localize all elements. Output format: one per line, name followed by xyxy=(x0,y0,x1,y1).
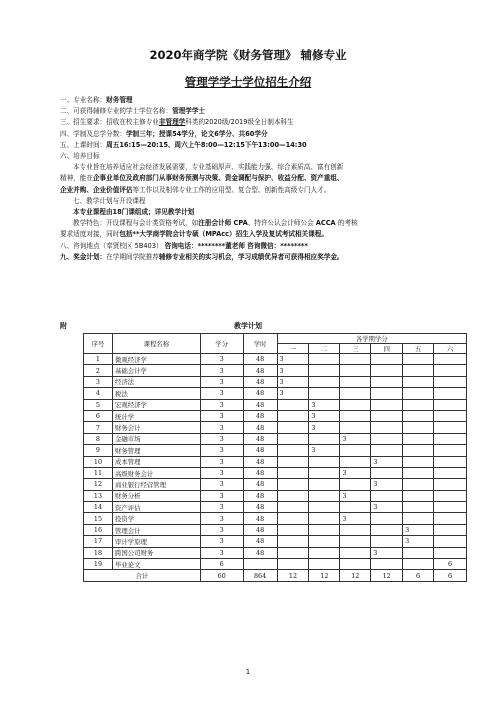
cell-semester-5 xyxy=(403,388,434,399)
cell-course-name: 毕业论文 xyxy=(112,559,200,570)
page-number: 1 xyxy=(245,668,251,676)
cell-semester-5 xyxy=(403,559,434,570)
cell-hours: 48 xyxy=(243,502,277,513)
cell-semester-3 xyxy=(340,399,371,410)
cell-semester-2 xyxy=(309,490,340,501)
cell-semester-4 xyxy=(371,467,403,478)
cell-semester-6 xyxy=(434,524,467,535)
cell-no: 1 xyxy=(84,354,113,365)
item-enrollment-requirement: 三、招生要求：招收在校主修专业非管理学科类的2020级/2019级全日制本科生 xyxy=(60,118,294,127)
cell-semester-3 xyxy=(340,445,371,456)
cell-hours: 48 xyxy=(243,479,277,490)
cell-semester-3 xyxy=(340,410,371,421)
cell-semester-6 xyxy=(434,479,467,490)
cell-semester-2 xyxy=(309,456,340,467)
table-row xyxy=(84,467,467,478)
cell-no: 7 xyxy=(84,422,113,433)
cell-semester-4 xyxy=(371,433,403,444)
cell-course-name: 金融市场 xyxy=(112,433,200,444)
cell-hours: 48 xyxy=(243,456,277,467)
cell-semester-3 xyxy=(340,502,371,513)
cell-semester-3 xyxy=(340,559,371,570)
cell-semester-6 xyxy=(434,490,467,501)
cell-semester-6 xyxy=(434,536,467,547)
item-scholarship: 九、奖金计划：在学期间学院推荐辅修专业相关的实习机会，学习成绩优异者可获得相应奖学金。 xyxy=(60,252,344,261)
training-goal-text-3: 企业并购、企业价值评估等工作以及相邻专业工作的应用型、复合型、创新性高级专门人才。 xyxy=(60,185,331,194)
item-consultation: 八、咨询地点（奉贤校区 5B403） 咨询电话：********董老师 咨询微信：******** xyxy=(60,241,308,250)
table-row xyxy=(84,559,467,570)
cell-semester-1 xyxy=(277,456,309,467)
cell-semester-2 xyxy=(309,524,340,535)
cell-course-name: 微观经济学 xyxy=(112,354,200,365)
cell-semester-4 xyxy=(371,490,403,501)
cell-semester-6 xyxy=(434,445,467,456)
table-row xyxy=(84,490,467,501)
table-row xyxy=(84,502,467,513)
cell-semester-2: 3 xyxy=(309,422,340,433)
cell-total-semester-6: 6 xyxy=(434,570,467,581)
cell-no: 16 xyxy=(84,524,113,535)
cell-hours: 48 xyxy=(243,490,277,501)
cell-course-name: 资产评估 xyxy=(112,502,200,513)
cell-semester-5 xyxy=(403,376,434,387)
cell-semester-6 xyxy=(434,388,467,399)
cell-no: 9 xyxy=(84,445,113,456)
cell-semester-6 xyxy=(434,422,467,433)
cell-semester-4 xyxy=(371,388,403,399)
cell-semester-5 xyxy=(403,502,434,513)
cell-semester-1 xyxy=(277,410,309,421)
cell-credit: 3 xyxy=(200,524,243,535)
item-degree-name: 二、可获得辅修专业的学士学位名称：管理学学士 xyxy=(60,107,206,116)
header-hours: 学时 xyxy=(243,334,277,354)
header-no: 序号 xyxy=(84,334,113,354)
cell-semester-3 xyxy=(340,422,371,433)
cell-semester-3 xyxy=(340,524,371,535)
cell-semester-6 xyxy=(434,456,467,467)
cell-semester-4 xyxy=(371,376,403,387)
cell-semester-5 xyxy=(403,513,434,524)
cell-credit: 3 xyxy=(200,502,243,513)
cell-semester-4 xyxy=(371,354,403,365)
cell-semester-2 xyxy=(309,502,340,513)
cell-semester-6: 6 xyxy=(434,559,467,570)
cell-semester-1: 3 xyxy=(277,376,309,387)
cell-total-semester-5: 6 xyxy=(403,570,434,581)
training-goal-text-2: 精神，能在企事业单位及政府部门从事财务预测与决策、资金调配与保护、收益分配、资产重组、 xyxy=(60,174,344,183)
item-teaching-plan-heading: 七、教学计划与开设课程 xyxy=(73,196,146,205)
cell-course-name: 审计学原理 xyxy=(112,536,200,547)
cell-semester-5 xyxy=(403,547,434,558)
cell-semester-3: 3 xyxy=(340,490,371,501)
teaching-plan-table xyxy=(83,333,467,582)
cell-total-credit: 60 xyxy=(200,570,243,581)
cell-hours: 48 xyxy=(243,513,277,524)
cell-semester-5 xyxy=(403,467,434,478)
cell-no: 17 xyxy=(84,536,113,547)
cell-credit: 3 xyxy=(200,445,243,456)
teaching-feature-text-2: 要求适度对接，同时包括**大学商学院会计专硕（MPAcc）招生入学及复试考试相关课程。 xyxy=(60,230,328,239)
cell-course-name: 成本管理 xyxy=(112,456,200,467)
cell-semester-4 xyxy=(371,536,403,547)
program-description xyxy=(60,95,452,263)
cell-semester-5 xyxy=(403,456,434,467)
table-row xyxy=(84,399,467,410)
header-semester-3: 三 xyxy=(340,344,371,354)
cell-no: 8 xyxy=(84,433,113,444)
item-credits: 四、学制及总学分数：学制三年；授课54学分，论文6学分、共60学分 xyxy=(60,129,268,138)
cell-credit: 3 xyxy=(200,456,243,467)
cell-course-name: 商业银行经营管理 xyxy=(112,479,200,490)
cell-semester-5 xyxy=(403,354,434,365)
cell-semester-3: 3 xyxy=(340,433,371,444)
cell-semester-3: 3 xyxy=(340,467,371,478)
cell-semester-3 xyxy=(340,479,371,490)
cell-credit: 3 xyxy=(200,536,243,547)
cell-semester-4 xyxy=(371,365,403,376)
cell-semester-5 xyxy=(403,410,434,421)
cell-course-name: 投资学 xyxy=(112,513,200,524)
cell-semester-2 xyxy=(309,376,340,387)
cell-credit: 3 xyxy=(200,410,243,421)
table-body xyxy=(84,354,467,582)
cell-semester-5 xyxy=(403,365,434,376)
cell-semester-4 xyxy=(371,559,403,570)
cell-semester-4: 3 xyxy=(371,547,403,558)
cell-semester-1 xyxy=(277,445,309,456)
cell-total-semester-3: 12 xyxy=(340,570,371,581)
training-goal-text-1: 本专业旨在培养适应社会经济发展需要，专业基础厚声、实践能力强、综合素质高、富有创新 xyxy=(73,163,344,172)
cell-semester-2 xyxy=(309,559,340,570)
cell-total-semester-1: 12 xyxy=(277,570,309,581)
cell-hours: 48 xyxy=(243,365,277,376)
cell-credit: 3 xyxy=(200,467,243,478)
cell-credit: 3 xyxy=(200,490,243,501)
cell-semester-5 xyxy=(403,433,434,444)
cell-semester-1 xyxy=(277,467,309,478)
cell-semester-5 xyxy=(403,490,434,501)
cell-hours: 48 xyxy=(243,524,277,535)
cell-semester-4 xyxy=(371,422,403,433)
cell-semester-2 xyxy=(309,433,340,444)
cell-semester-2: 3 xyxy=(309,445,340,456)
cell-course-name: 跨国公司财务 xyxy=(112,547,200,558)
table-row xyxy=(84,354,467,365)
item-training-goal-heading: 六、培养目标 xyxy=(60,152,100,161)
cell-credit: 3 xyxy=(200,433,243,444)
cell-semester-4: 3 xyxy=(371,479,403,490)
cell-semester-2 xyxy=(309,536,340,547)
cell-semester-6 xyxy=(434,502,467,513)
cell-credit: 3 xyxy=(200,388,243,399)
cell-total-semester-4: 12 xyxy=(371,570,403,581)
table-row xyxy=(84,410,467,421)
cell-hours: 48 xyxy=(243,388,277,399)
cell-semester-3 xyxy=(340,365,371,376)
cell-semester-6 xyxy=(434,410,467,421)
cell-semester-4 xyxy=(371,524,403,535)
header-semester-5: 五 xyxy=(403,344,434,354)
cell-semester-3: 3 xyxy=(340,513,371,524)
cell-hours: 48 xyxy=(243,399,277,410)
cell-semester-1 xyxy=(277,422,309,433)
cell-no: 10 xyxy=(84,456,113,467)
cell-no: 18 xyxy=(84,547,113,558)
cell-semester-2 xyxy=(309,354,340,365)
cell-semester-1 xyxy=(277,513,309,524)
page-subtitle: 管理学学士学位招生介绍 xyxy=(184,75,312,89)
cell-semester-3 xyxy=(340,547,371,558)
cell-hours: 48 xyxy=(243,445,277,456)
cell-semester-4: 3 xyxy=(371,502,403,513)
cell-course-name: 高级财务会计 xyxy=(112,467,200,478)
table-row xyxy=(84,376,467,387)
table-row xyxy=(84,536,467,547)
cell-credit: 3 xyxy=(200,547,243,558)
cell-semester-5 xyxy=(403,479,434,490)
cell-semester-2 xyxy=(309,467,340,478)
cell-hours xyxy=(243,559,277,570)
table-row xyxy=(84,524,467,535)
cell-semester-6 xyxy=(434,365,467,376)
cell-course-name: 统计学 xyxy=(112,410,200,421)
cell-semester-3 xyxy=(340,376,371,387)
cell-semester-3 xyxy=(340,354,371,365)
cell-semester-5: 3 xyxy=(403,536,434,547)
cell-semester-3 xyxy=(340,456,371,467)
cell-no: 4 xyxy=(84,388,113,399)
cell-semester-2 xyxy=(309,388,340,399)
cell-hours: 48 xyxy=(243,354,277,365)
cell-course-name: 基础会计学 xyxy=(112,365,200,376)
cell-no: 6 xyxy=(84,410,113,421)
table-caption: 教学计划 xyxy=(234,322,262,330)
course-count-note: 本专业课程由18门课组成；详见教学计划 xyxy=(73,208,195,217)
cell-hours: 48 xyxy=(243,433,277,444)
cell-credit: 3 xyxy=(200,513,243,524)
cell-semester-6 xyxy=(434,467,467,478)
cell-credit: 3 xyxy=(200,399,243,410)
cell-semester-5 xyxy=(403,399,434,410)
cell-hours: 48 xyxy=(243,410,277,421)
cell-no: 3 xyxy=(84,376,113,387)
cell-semester-1: 3 xyxy=(277,388,309,399)
cell-course-name: 财务会计 xyxy=(112,422,200,433)
cell-semester-1 xyxy=(277,524,309,535)
table-row xyxy=(84,388,467,399)
header-semester-4: 四 xyxy=(371,344,403,354)
cell-semester-6 xyxy=(434,433,467,444)
cell-semester-6 xyxy=(434,354,467,365)
cell-total-semester-2: 12 xyxy=(309,570,340,581)
header-credit: 学分 xyxy=(200,334,243,354)
cell-semester-1 xyxy=(277,433,309,444)
page-title: 2020年商学院《财务管理》 辅修专业 xyxy=(149,48,347,62)
cell-semester-5: 3 xyxy=(403,524,434,535)
cell-no: 5 xyxy=(84,399,113,410)
cell-semester-4 xyxy=(371,513,403,524)
cell-semester-1 xyxy=(277,536,309,547)
cell-hours: 48 xyxy=(243,536,277,547)
table-row xyxy=(84,365,467,376)
cell-semester-2 xyxy=(309,513,340,524)
header-course-name: 课程名称 xyxy=(112,334,200,354)
cell-credit: 6 xyxy=(200,559,243,570)
cell-total-hours: 864 xyxy=(243,570,277,581)
cell-total-label: 合计 xyxy=(84,570,201,581)
header-semester-6: 六 xyxy=(434,344,467,354)
cell-hours: 48 xyxy=(243,467,277,478)
cell-no: 2 xyxy=(84,365,113,376)
header-semester-1: 一 xyxy=(277,344,309,354)
attachment-label: 附 xyxy=(60,322,67,330)
item-class-time: 五、上课时间：周五16:15—20:15、周六上午8:00—12:15下午13:00—14:30 xyxy=(60,140,307,149)
table-row xyxy=(84,445,467,456)
cell-semester-5 xyxy=(403,445,434,456)
cell-no: 19 xyxy=(84,559,113,570)
cell-no: 15 xyxy=(84,513,113,524)
cell-course-name: 财务管理 xyxy=(112,445,200,456)
cell-semester-4 xyxy=(371,399,403,410)
cell-semester-3 xyxy=(340,388,371,399)
cell-credit: 3 xyxy=(200,422,243,433)
cell-semester-3 xyxy=(340,536,371,547)
cell-course-name: 财务分析 xyxy=(112,490,200,501)
cell-hours: 48 xyxy=(243,376,277,387)
cell-semester-4 xyxy=(371,410,403,421)
cell-semester-6 xyxy=(434,376,467,387)
cell-semester-4 xyxy=(371,445,403,456)
item-major-name: 一、专业名称：财务管理 xyxy=(60,96,133,104)
cell-course-name: 税法 xyxy=(112,388,200,399)
cell-semester-1 xyxy=(277,559,309,570)
cell-hours: 48 xyxy=(243,547,277,558)
cell-credit: 3 xyxy=(200,365,243,376)
cell-semester-1 xyxy=(277,502,309,513)
header-semester-2: 二 xyxy=(309,344,340,354)
cell-course-name: 经济法 xyxy=(112,376,200,387)
cell-semester-2: 3 xyxy=(309,399,340,410)
table-row xyxy=(84,479,467,490)
table-row xyxy=(84,433,467,444)
cell-semester-2 xyxy=(309,547,340,558)
cell-semester-4: 3 xyxy=(371,456,403,467)
cell-no: 13 xyxy=(84,490,113,501)
teaching-feature-text-1: 教学特色：开设课程与会计类资格考试，如注册会计师 CPA、特许公认会计师公会 ACCA 的考核 xyxy=(73,219,358,228)
header-semester-group: 各学期学分 xyxy=(277,334,466,344)
cell-course-name: 宏观经济学 xyxy=(112,399,200,410)
cell-semester-2 xyxy=(309,479,340,490)
cell-semester-6 xyxy=(434,547,467,558)
table-row xyxy=(84,547,467,558)
cell-semester-2: 3 xyxy=(309,410,340,421)
table-row xyxy=(84,422,467,433)
table-row xyxy=(84,456,467,467)
table-total-row xyxy=(84,570,467,581)
cell-no: 12 xyxy=(84,479,113,490)
cell-semester-1 xyxy=(277,490,309,501)
cell-course-name: 管理会计 xyxy=(112,524,200,535)
cell-semester-5 xyxy=(403,422,434,433)
cell-semester-1 xyxy=(277,547,309,558)
cell-semester-1 xyxy=(277,399,309,410)
cell-hours: 48 xyxy=(243,422,277,433)
cell-semester-2 xyxy=(309,365,340,376)
cell-semester-1: 3 xyxy=(277,354,309,365)
cell-semester-1 xyxy=(277,479,309,490)
table-header-row xyxy=(84,334,467,344)
cell-credit: 3 xyxy=(200,376,243,387)
cell-semester-6 xyxy=(434,399,467,410)
cell-semester-6 xyxy=(434,513,467,524)
cell-credit: 3 xyxy=(200,354,243,365)
cell-no: 11 xyxy=(84,467,113,478)
cell-no: 14 xyxy=(84,502,113,513)
table-row xyxy=(84,513,467,524)
cell-semester-1: 3 xyxy=(277,365,309,376)
cell-credit: 3 xyxy=(200,479,243,490)
